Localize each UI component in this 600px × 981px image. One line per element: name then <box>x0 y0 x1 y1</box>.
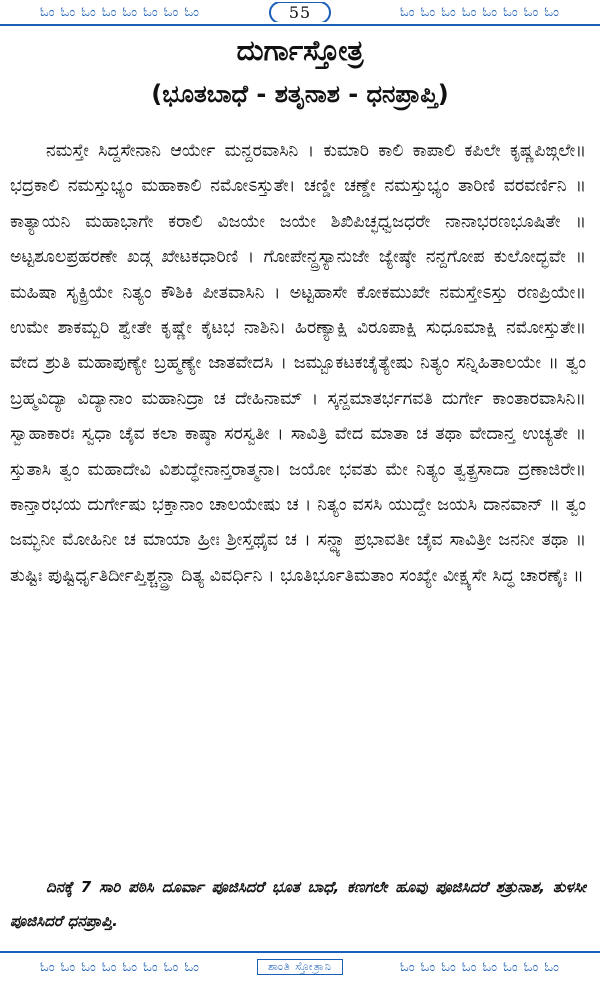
footer-divider <box>0 951 600 953</box>
stotra-text: ನಮಸ್ತೇ ಸಿದ್ದಸೇನಾನಿ ಆರ್ಯೇ ಮನ್ದರವಾಸಿನಿ । ಕುಮಾರಿ ಕಾಲಿ ಕಾಪಾಲಿ ಕಪಿಲೇ ಕೃಷ್ಣಪಿಙ್ಗಲೇ॥ ಭದ್ರಕಾಲಿ ನಮಸ್ತುಭ್ಯಂ ಮಹಾಕಾಲಿ ನಮೋಽಸ್ತುತೇ। ಚಣ್ಡೀ ಚಣ್ಡೇ ನಮಸ್ತುಭ್ಯಂ ತಾರಿಣಿ ವರವರ್ಣಿನಿ ॥ ಕಾತ್ಯಾಯನಿ ಮಹಾಭಾಗೇ ಕರಾಲಿ ವಿಜಯೇ ಜಯೇ ಶಿಖಿಪಿಚ್ಛಧ್ವಜಧರೇ ನಾನಾಭರಣಭೂಷಿತೇ ॥ ಅಟ್ಟಶೂಲಪ್ರಹರಣೇ ಖಡ್ಗ ಖೇಟಕಧಾರಿಣಿ । ಗೋಪೇನ್ದ್ರಸ್ಯಾನುಜೇ ಜ್ಯೇಷ್ಠೇ ನನ್ದಗೋಪ ಕುಲೋದ್ಭವೇ ॥ ಮಹಿಷಾ ಸೃಕ್ಪ್ರಿಯೇ ನಿತ್ಯಂ ಕೌಶಿಕಿ ಪೀತವಾಸಿನಿ । ಅಟ್ಟಹಾಸೇ ಕೋಕಮುಖೇ ನಮಸ್ತೇಽಸ್ತು ರಣಪ್ರಿಯೇ॥ ಉಮೇ ಶಾಕಮ್ಬರಿ ಶ್ವೇತೇ ಕೃಷ್ಣೇ ಕೈಟಭ ನಾಶಿನಿ। ಹಿರಣ್ಯಾಕ್ಷಿ ವಿರೂಪಾಕ್ಷಿ ಸುಧೂಮಾಕ್ಷಿ ನಮೋಸ್ತುತೇ॥ ವೇದ ಶ್ರುತಿ ಮಹಾಪುಣ್ಯೇ ಬ್ರಹ್ಮಣ್ಯೇ ಜಾತವೇದಸಿ । ಜಮ್ಬೂಕಟಕಚೈತ್ಯೇಷು ನಿತ್ಯಂ ಸನ್ನಿಹಿತಾಲಯೇ ॥ ತ್ವಂ ಬ್ರಹ್ಮವಿದ್ಯಾ ವಿದ್ಯಾನಾಂ ಮಹಾನಿದ್ರಾ ಚ ದೇಹಿನಾಮ್ । ಸ್ಕನ್ದಮಾತರ್ಭಗವತಿ ದುರ್ಗೇ ಕಾಂತಾರವಾಸಿನಿ॥ ಸ್ವಾಹಾಕಾರಃ ಸ್ವಧಾ ಚೈವ ಕಲಾ ಕಾಷ್ಠಾ ಸರಸ್ವತೀ । ಸಾವಿತ್ರಿ ವೇದ ಮಾತಾ ಚ ತಥಾ ವೇದಾನ್ತ ಉಚ್ಯತೇ ॥ ಸ್ತುತಾಸಿ ತ್ವಂ ಮಹಾದೇವಿ ವಿಶುದ್ಧೇನಾನ್ತರಾತ್ಮನಾ। ಜಯೋ ಭವತು ಮೇ ನಿತ್ಯಂ ತ್ವತ್ಪ್ರಸಾದಾ ದ್ರಣಾಜಿರೇ॥ ಕಾನ್ತಾರಭಯ ದುರ್ಗೇಷು ಭಕ್ತಾನಾಂ ಚಾಲಯೇಷು ಚ । ನಿತ್ಯಂ ವಸಸಿ ಯುದ್ದೇ ಜಯಸಿ ದಾನವಾನ್ ॥ ತ್ವಂ ಜಮ್ಭನೀ ಮೋಹಿನೀ ಚ ಮಾಯಾ ಹ್ರೀಃ ಶ್ರೀಸ್ತಥೈವ ಚ । ಸನ್ಧ್ಯಾ ಪ್ರಭಾವತೀ ಚೈವ ಸಾವಿತ್ರೀ ಜನನೀ ತಥಾ ॥ ತುಷ್ಟಿಃ ಪುಷ್ಟಿರ್ಧೃತಿರ್ದೀಪ್ತಿಶ್ಚನ್ದ್ರಾ ದಿತ್ಯ ವಿವರ್ಧಿನಿ । ಭೂತಿರ್ಭೂತಿಮತಾಂ ಸಂಖ್ಯೇ ವೀಕ್ಷ್ಯಸೇ ಸಿದ್ಧ ಚಾರಣೈಃ ॥ <box>10 141 586 586</box>
footer-book-label: ಶಾಂತಿ ಸ್ತೋತ್ರಾನಿ <box>257 959 343 975</box>
footer-om-left: ಓಂ ಓಂ ಓಂ ಓಂ ಓಂ ಓಂ ಓಂ ಓಂ <box>40 959 200 975</box>
header-om-left: ಓಂ ಓಂ ಓಂ ಓಂ ಓಂ ಓಂ ಓಂ ಓಂ <box>40 4 200 20</box>
header-om-right: ಓಂ ಓಂ ಓಂ ಓಂ ಓಂ ಓಂ ಓಂ ಓಂ <box>400 4 560 20</box>
header-divider <box>0 24 600 26</box>
page-header <box>0 2 600 22</box>
page-footer <box>0 957 600 977</box>
page-subtitle: (ಭೂತಬಾಧೆ - ಶತೃನಾಶ - ಧನಪ್ರಾಪ್ತಿ) <box>151 80 449 108</box>
page-number: 55 <box>269 2 331 22</box>
page-title: ದುರ್ಗಾಸ್ತೋತ್ರ <box>236 34 364 67</box>
footer-om-right: ಓಂ ಓಂ ಓಂ ಓಂ ಓಂ ಓಂ ಓಂ ಓಂ <box>400 959 560 975</box>
usage-note: ದಿನಕ್ಕೆ 7 ಸಾರಿ ಪಠಿಸಿ ದೂರ್ವಾ ಪೂಜಿಸಿದರೆ ಭೂತ ಬಾಧೆ, ಕಣಗಲೇ ಹೂವು ಪೂಜಿಸಿದರೆ ಶತ್ರುನಾಶ, ತುಳಸೀ ಪೂಜಿಸಿದರೆ ಧನಪ್ರಾಪ್ತಿ. <box>10 878 586 930</box>
